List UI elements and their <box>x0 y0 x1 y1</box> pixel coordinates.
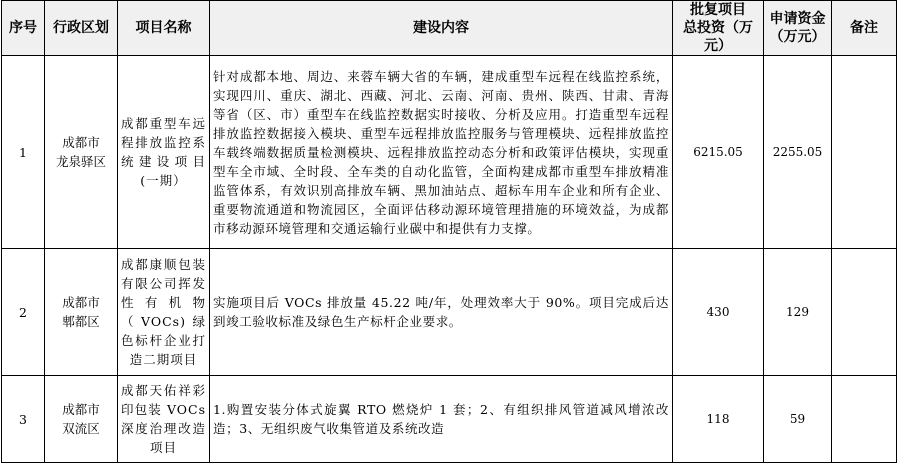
district-city: 成都市 <box>62 135 100 150</box>
row-district <box>45 249 118 376</box>
header-seq: 序号 <box>2 1 45 56</box>
row-approved: 6215.05 <box>673 56 764 249</box>
district-area: 龙泉驿区 <box>55 154 106 169</box>
header-approved-line2: 总投资（万元） <box>683 20 753 54</box>
row-district <box>45 56 118 249</box>
row-remark <box>832 249 897 376</box>
header-applied <box>764 1 832 56</box>
row-applied: 2255.05 <box>764 56 832 249</box>
header-remark: 备注 <box>832 1 897 56</box>
header-applied-line1: 申请资金 <box>769 11 826 27</box>
row-district <box>45 376 118 463</box>
row-approved: 430 <box>673 249 764 376</box>
header-approved-line1: 批复项目 <box>690 2 746 18</box>
row-remark <box>832 376 897 463</box>
header-applied-line2: （万元） <box>769 29 826 45</box>
row-seq: 2 <box>2 249 45 376</box>
header-row <box>2 1 897 56</box>
row-applied: 129 <box>764 249 832 376</box>
row-seq: 1 <box>2 56 45 249</box>
district-city: 成都市 <box>62 402 100 417</box>
header-district: 行政区划 <box>45 1 118 56</box>
header-project: 项目名称 <box>118 1 210 56</box>
table-row <box>2 376 897 463</box>
row-applied: 59 <box>764 376 832 463</box>
row-content: 针对成都本地、周边、来蓉车辆大省的车辆，建成重型车远程在线监控系统，实现四川、重庆、湖北、西藏、河北、云南、河南、贵州、陕西、甘肃、青海等省（区、市）重型车在线监控数据实时接收、分析及应用。打造重型车远程排放监控数据接入模块、重型车远程排放监控服务与管理模块、远程排放监控车载终端数据质量检测模块、远程排放监控动态分析和政策评估模块，实现重型车全市域、全时段、全车类的自动化监管，全面构建成都市重型车排放精准监管体系，有效识别高排放车辆、黑加油站点、超标车用车企业和所有企业、重要物流通道和物流园区，全面评估移动源环境管理措施的环境效益，为成都市移动源环境管理和交通运输行业碳中和提供有力支撑。 <box>210 56 673 249</box>
table-row <box>2 56 897 249</box>
table-row <box>2 249 897 376</box>
district-area: 郫都区 <box>62 314 100 329</box>
row-content: 实施项目后 VOCs 排放量 45.22 吨/年，处理效率大于 90%。项目完成后达到竣工验收标准及绿色生产标杆企业要求。 <box>210 249 673 376</box>
district-area: 双流区 <box>62 421 100 436</box>
row-content: 1.购置安装分体式旋翼 RTO 燃烧炉 1 套；2、有组织排风管道减风增浓改造；3、无组织废气收集管道及系统改造 <box>210 376 673 463</box>
row-project: 成都重型车远程排放监控系统建设项目(一期） <box>118 56 210 249</box>
project-table <box>1 0 897 463</box>
header-approved <box>673 1 764 56</box>
row-seq: 3 <box>2 376 45 463</box>
row-remark <box>832 56 897 249</box>
row-approved: 118 <box>673 376 764 463</box>
district-city: 成都市 <box>62 295 100 310</box>
row-project: 成都康顺包装有限公司挥发性有机物（VOCs)绿色标杆企业打造二期项目 <box>118 249 210 376</box>
header-content: 建设内容 <box>210 1 673 56</box>
row-project: 成都天佑祥彩印包装 VOCs 深度治理改造项目 <box>118 376 210 463</box>
